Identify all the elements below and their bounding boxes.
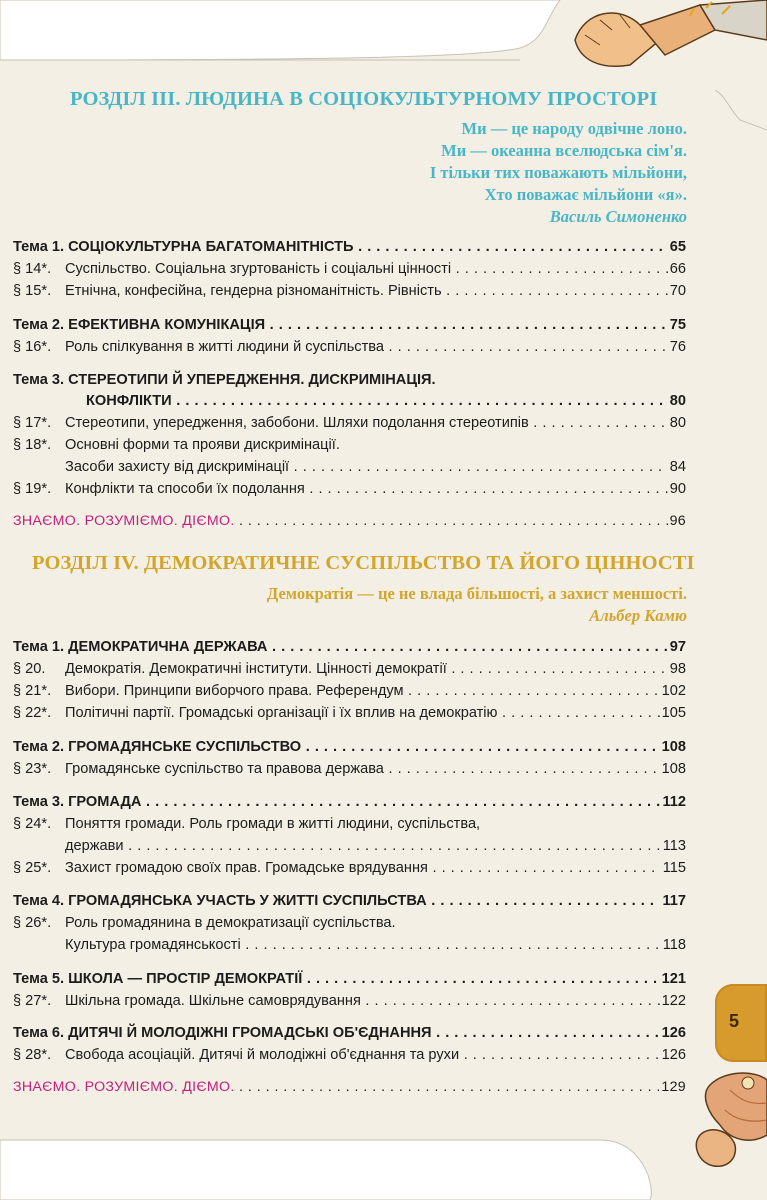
toc-paragraph-number: § 17*.: [13, 415, 52, 431]
toc-entry-text: Поняття громади. Роль громади в житті людини, суспільства,: [65, 816, 481, 832]
bottom-page-curve: [0, 1120, 767, 1200]
toc-paragraph-number: § 27*.: [13, 993, 52, 1009]
toc-page-number: 98: [669, 661, 686, 677]
toc-entry-text: Етнічна, конфесійна, гендерна різноманітність. Рівність: [65, 283, 442, 299]
toc-paragraph-row[interactable]: [13, 813, 686, 835]
toc-page-number: 117: [662, 893, 686, 909]
toc-entry-text: Тема 5. ШКОЛА — ПРОСТІР ДЕМОКРАТІЇ . . .: [13, 968, 660, 990]
toc-entry-text: Тема 3. СТЕРЕОТИПИ Й УПЕРЕДЖЕННЯ. ДИСКРИМІНАЦІЯ.: [13, 372, 436, 388]
toc-paragraph-number: § 22*.: [13, 705, 52, 721]
toc-paragraph-number: § 26*.: [13, 915, 52, 931]
right-page-edge: [700, 90, 767, 990]
toc-entry-text: Тема 2. ЕФЕКТИВНА КОМУНІКАЦІЯ . . .: [13, 314, 668, 336]
toc-entry-text: Тема 3. ГРОМАДА . . .: [13, 791, 660, 813]
toc-page-number: 90: [669, 481, 686, 497]
toc-theme-row[interactable]: [13, 636, 686, 658]
epigraph-author: Василь Симоненко: [549, 207, 687, 226]
toc-paragraph-row-continued[interactable]: [13, 835, 686, 857]
epigraph-line: Ми — океанна вселюдська сім'я.: [441, 141, 687, 160]
toc-entry-text: Тема 2. ГРОМАДЯНСЬКЕ СУСПІЛЬСТВО . . .: [13, 736, 660, 758]
toc-paragraph-row[interactable]: [13, 1044, 686, 1066]
epigraph-line: І тільки тих поважають мільйони,: [429, 163, 687, 182]
toc-paragraph-row-continued[interactable]: [13, 934, 686, 956]
section-3-epigraph: [430, 118, 687, 228]
toc-paragraph-number: § 23*.: [13, 761, 52, 777]
toc-paragraph-number: § 21*.: [13, 683, 52, 699]
toc-page-number: 75: [669, 317, 686, 333]
toc-entry-text: Роль спілкування в житті людини й суспільства: [65, 339, 384, 355]
page-number: 5: [729, 1011, 740, 1031]
toc-entry-text: Тема 1. СОЦІОКУЛЬТУРНА БАГАТОМАНІТНІСТЬ . . .: [13, 236, 668, 258]
toc-paragraph-number: § 24*.: [13, 816, 52, 832]
toc-paragraph-number: § 28*.: [13, 1047, 52, 1063]
toc-page-number: 102: [661, 683, 686, 699]
toc-theme-row[interactable]: [13, 736, 686, 758]
toc-entry-text: Основні форми та прояви дискримінації.: [65, 437, 340, 453]
toc-paragraph-row-continued[interactable]: [13, 456, 686, 478]
toc-entry-text: Засоби захисту від дискримінації . . .: [13, 456, 668, 478]
top-page-curve: [0, 0, 767, 90]
epigraph-line: Демократія — це не влада більшості, а захист меншості.: [266, 584, 687, 603]
toc-review-row[interactable]: [13, 1076, 686, 1098]
page-number-tab: [715, 984, 767, 1062]
toc-paragraph-row[interactable]: [13, 680, 686, 702]
toc-theme-row[interactable]: [13, 236, 686, 258]
toc-entry-text: Демократія. Демократичні інститути. Цінності демократії: [65, 661, 447, 677]
toc-entry-text: Суспільство. Соціальна згуртованість і соціальні цінності: [65, 261, 452, 277]
toc-page-number: 65: [669, 239, 686, 255]
toc-paragraph-number: § 18*.: [13, 437, 52, 453]
epigraph-line: Хто поважає мільйони «я».: [484, 185, 687, 204]
toc-paragraph-number: § 19*.: [13, 481, 52, 497]
epigraph-line: Ми — це народу одвічне лоно.: [461, 119, 687, 138]
toc-entry-text: Стереотипи, упередження, забобони. Шляхи подолання стереотипів: [65, 415, 529, 431]
epigraph-author: Альбер Камю: [589, 606, 687, 625]
toc-entry-text: Вибори. Принципи виборчого права. Референдум: [65, 683, 404, 699]
toc-paragraph-number: § 25*.: [13, 860, 52, 876]
toc-page-number: 80: [669, 393, 686, 409]
toc-entry-text: Тема 4. ГРОМАДЯНСЬКА УЧАСТЬ У ЖИТТІ СУСПІЛЬСТВА . . .: [13, 890, 660, 912]
toc-page-number: 121: [661, 971, 686, 987]
toc-paragraph-row[interactable]: [13, 758, 686, 780]
toc-page-number: 113: [662, 838, 686, 854]
toc-paragraph-row[interactable]: [13, 857, 686, 879]
toc-paragraph-row[interactable]: [13, 258, 686, 280]
toc-entry-text: ЗНАЄМО. РОЗУМІЄМО. ДІЄМО. . . .: [13, 510, 668, 532]
toc-entry-text: ЗНАЄМО. РОЗУМІЄМО. ДІЄМО. . . .: [13, 1076, 659, 1098]
toc-paragraph-number: § 16*.: [13, 339, 52, 355]
section-4-epigraph: [267, 583, 687, 627]
toc-page-number: 66: [669, 261, 686, 277]
toc-entry-text: Конфлікти та способи їх подолання: [65, 481, 305, 497]
toc-entry-text: держави . . .: [13, 835, 661, 857]
toc-page-number: 129: [661, 1079, 686, 1095]
toc-page-number: 76: [669, 339, 686, 355]
toc-entry-text: Роль громадянина в демократизації суспільства.: [65, 915, 396, 931]
toc-page-number: 96: [669, 513, 686, 529]
toc-entry-text: Політичні партії. Громадські організації і їх вплив на демократію: [65, 705, 498, 721]
toc-theme-row[interactable]: [13, 791, 686, 813]
toc-page-number: 126: [661, 1047, 686, 1063]
toc-theme-row[interactable]: [13, 314, 686, 336]
section-3-title: РОЗДІЛ ІІІ. ЛЮДИНА В СОЦІОКУЛЬТУРНОМУ ПРОСТОРІ: [70, 88, 658, 110]
toc-theme-row[interactable]: [13, 890, 686, 912]
toc-entry-text: Тема 1. ДЕМОКРАТИЧНА ДЕРЖАВА . . .: [13, 636, 668, 658]
toc-page-number: 70: [669, 283, 686, 299]
toc-entry-text: КОНФЛІКТИ . . .: [13, 390, 668, 412]
toc-theme-row-continued[interactable]: [13, 390, 686, 412]
toc-entry-text: Шкільна громада. Шкільне самоврядування: [65, 993, 361, 1009]
toc-page-number: 84: [669, 459, 686, 475]
toc-theme-row[interactable]: [13, 369, 686, 391]
toc-paragraph-row[interactable]: [13, 336, 686, 358]
toc-theme-row[interactable]: [13, 968, 686, 990]
toc-paragraph-row[interactable]: [13, 478, 686, 500]
toc-entry-text: Захист громадою своїх прав. Громадське врядування: [65, 860, 428, 876]
toc-paragraph-row[interactable]: [13, 412, 686, 434]
toc-paragraph-number: § 14*.: [13, 261, 52, 277]
toc-paragraph-row[interactable]: [13, 912, 686, 934]
toc-paragraph-row[interactable]: [13, 658, 686, 680]
toc-page-number: 126: [661, 1025, 686, 1041]
toc-paragraph-row[interactable]: [13, 702, 686, 724]
toc-page-number: 122: [661, 993, 686, 1009]
toc-page-number: 105: [661, 705, 686, 721]
toc-paragraph-number: § 20.: [13, 661, 46, 677]
toc-page-number: 108: [661, 739, 686, 755]
toc-page-number: 112: [662, 794, 686, 810]
toc-entry-text: Свобода асоціацій. Дитячі й молодіжні об'єднання та рухи: [65, 1047, 460, 1063]
toc-review-row[interactable]: [13, 510, 686, 532]
toc-paragraph-row[interactable]: [13, 280, 686, 302]
toc-paragraph-number: § 15*.: [13, 283, 52, 299]
hands-illustration-top: [575, 0, 767, 66]
toc-theme-row[interactable]: [13, 1022, 686, 1044]
toc-paragraph-row[interactable]: [13, 434, 686, 456]
toc-page-number: 80: [669, 415, 686, 431]
toc-page-number: 118: [662, 937, 686, 953]
toc-page-number: 115: [662, 860, 686, 876]
toc-page-number: 108: [661, 761, 686, 777]
toc-entry-text: Тема 6. ДИТЯЧІ Й МОЛОДІЖНІ ГРОМАДСЬКІ ОБ'ЄДНАННЯ . . .: [13, 1022, 660, 1044]
toc-entry-text: Культура громадянськості . . .: [13, 934, 661, 956]
toc-entry-text: Громадянське суспільство та правова держава: [65, 761, 384, 777]
section-4-title: РОЗДІЛ IV. ДЕМОКРАТИЧНЕ СУСПІЛЬСТВО ТА ЙОГО ЦІННОСТІ: [32, 552, 695, 574]
toc-page-number: 97: [669, 639, 686, 655]
toc-paragraph-row[interactable]: [13, 990, 686, 1012]
